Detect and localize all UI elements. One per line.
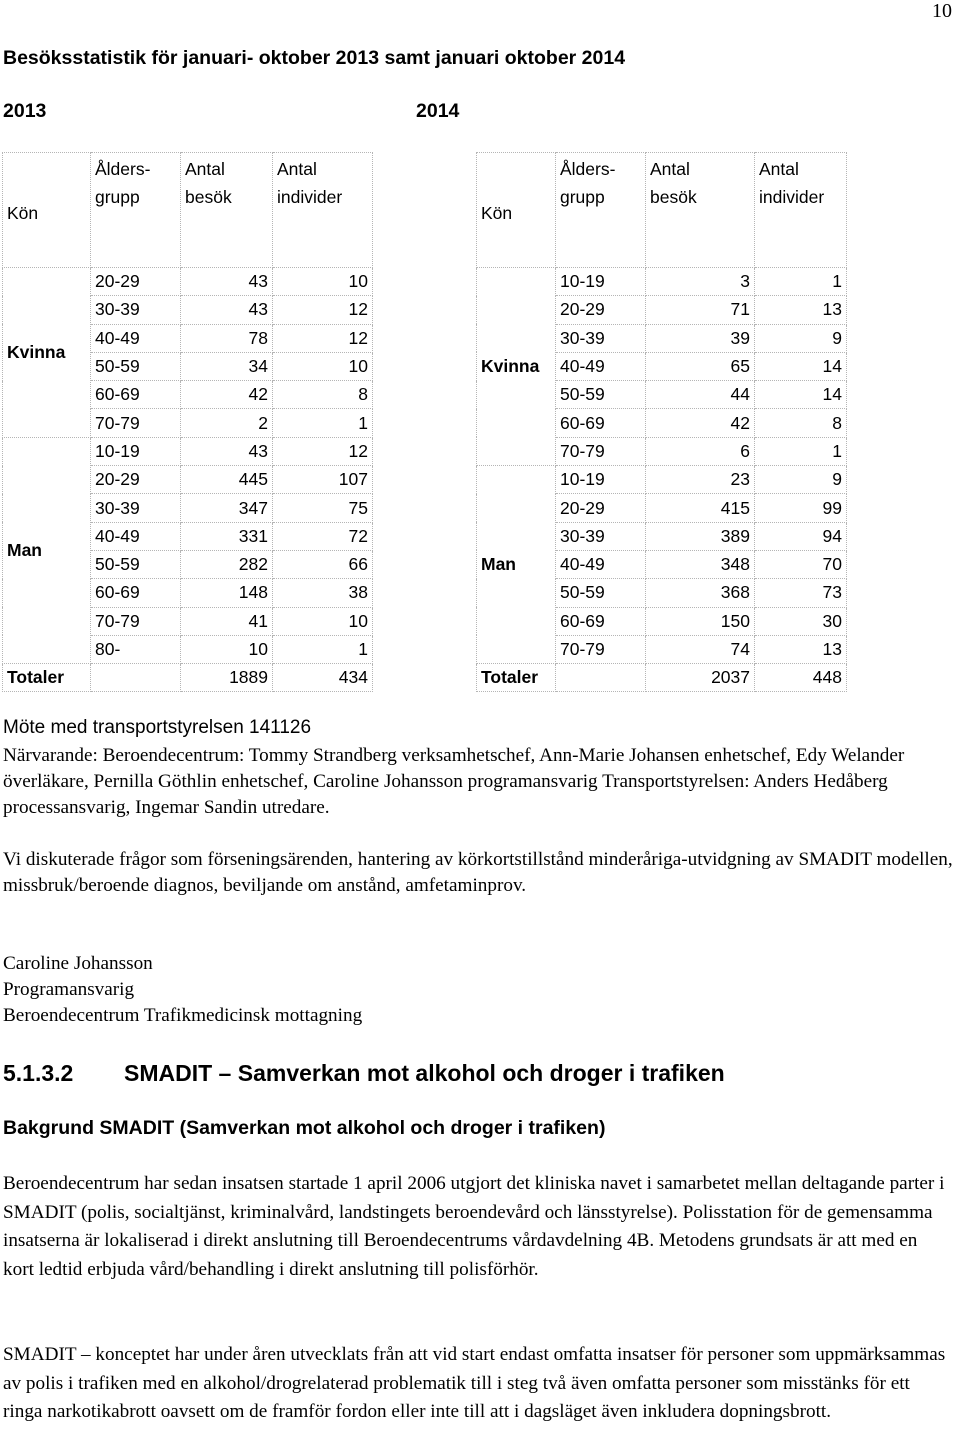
section-paragraph-1: Beroendecentrum har sedan insatsen startade 1 april 2006 utgjort det kliniska navet i samarbetet mellan deltagande parter i SMADIT (polis, socialtjänst, kriminalvård, landstingets beroendevård och länsstyrelse). Polisstation för de gemensamma insatserna är lokaliserad i direkt anslutning till Beroendecentrums vårdavdelning 4B. Metodens grundsats är att med en kort ledtid erbjuda vård/behandling i direkt anslutning till polisförhör.: [3, 1173, 945, 1281]
individuals-cell: 66: [273, 550, 373, 578]
header-visits: [181, 153, 273, 268]
individuals-cell: 9: [755, 324, 847, 352]
visits-cell: 74: [646, 635, 755, 663]
individuals-cell: 1: [273, 409, 373, 437]
header-individuals: [755, 153, 847, 268]
age-group-cell: 50-59: [91, 352, 181, 380]
total-empty: [556, 664, 646, 692]
individuals-cell: 70: [755, 550, 847, 578]
visits-cell: 331: [181, 522, 273, 550]
visits-cell: 41: [181, 607, 273, 635]
individuals-cell: 10: [273, 352, 373, 380]
header-row: [3, 153, 373, 268]
individuals-cell: 12: [273, 296, 373, 324]
visits-cell: 282: [181, 550, 273, 578]
individuals-cell: 107: [273, 466, 373, 494]
page-number: 10: [932, 0, 952, 22]
age-group-cell: 20-29: [91, 268, 181, 296]
total-visits: 1889: [181, 664, 273, 692]
group-man: Man: [477, 466, 556, 664]
age-group-cell: 20-29: [556, 296, 646, 324]
header-age-group-line2: grupp: [95, 187, 140, 207]
visits-cell: 148: [181, 579, 273, 607]
total-row: [477, 664, 847, 692]
total-individuals: 448: [755, 664, 847, 692]
table-row: [477, 466, 847, 494]
individuals-cell: 30: [755, 607, 847, 635]
meeting-heading: Möte med transportstyrelsen 141126: [3, 717, 312, 738]
individuals-cell: 13: [755, 296, 847, 324]
meeting-discussion: Vi diskuterade frågor som förseningsärenden, hantering av körkortstillstånd minderåriga-utvidgning av SMADIT modellen, missbruk/beroende diagnos, beviljande om anstånd, amfetaminprov.: [3, 849, 953, 896]
statistics-table-2013: [2, 152, 373, 692]
total-individuals: 434: [273, 664, 373, 692]
age-group-cell: 20-29: [556, 494, 646, 522]
section-number: 5.1.3.2: [3, 1060, 74, 1086]
age-group-cell: 70-79: [91, 409, 181, 437]
age-group-cell: 60-69: [91, 381, 181, 409]
meeting-participants: Närvarande: Beroendecentrum: Tommy Strandberg verksamhetschef, Ann-Marie Johansen enhetschef, Edy Welander överläkare, Pernilla Göthlin enhetschef, Caroline Johansson programansvarig Transportstyrelsen: Anders Hedåberg processansvarig, Ingemar Sandin utredare.: [3, 745, 905, 818]
table-row: [477, 268, 847, 296]
age-group-cell: 30-39: [556, 324, 646, 352]
age-group-cell: 40-49: [91, 324, 181, 352]
header-individuals-line2: individer: [277, 187, 343, 207]
visits-cell: 23: [646, 466, 755, 494]
visits-cell: 348: [646, 550, 755, 578]
individuals-cell: 99: [755, 494, 847, 522]
individuals-cell: 12: [273, 437, 373, 465]
age-group-cell: 60-69: [91, 579, 181, 607]
individuals-cell: 13: [755, 635, 847, 663]
age-group-cell: 60-69: [556, 607, 646, 635]
group-kvinna: Kvinna: [477, 268, 556, 466]
age-group-cell: 30-39: [91, 494, 181, 522]
age-group-cell: 50-59: [556, 381, 646, 409]
header-visits-line1: Antal: [185, 159, 225, 179]
section-title: SMADIT – Samverkan mot alkohol och droger i trafiken: [124, 1060, 725, 1086]
age-group-cell: 70-79: [556, 635, 646, 663]
age-group-cell: 20-29: [91, 466, 181, 494]
header-individuals-line1: Antal: [759, 159, 799, 179]
section-paragraph-2: SMADIT – konceptet har under åren utvecklats från att vid start endast omfatta insatser för personer som uppmärksammas av polis i trafiken med en alkohol/drogrelaterad problematik till i steg två även omfatta personer som misstänks för ett ringa narkotikabrott oavsett om de framför fordon eller inte till att i dagsläget även inkludera dopningsbrott.: [3, 1344, 946, 1423]
visits-cell: 71: [646, 296, 755, 324]
visits-cell: 389: [646, 522, 755, 550]
visits-cell: 43: [181, 437, 273, 465]
visits-cell: 150: [646, 607, 755, 635]
visits-cell: 34: [181, 352, 273, 380]
age-group-cell: 70-79: [91, 607, 181, 635]
visits-cell: 42: [181, 381, 273, 409]
header-visits-line2: besök: [650, 187, 697, 207]
total-visits: 2037: [646, 664, 755, 692]
visits-cell: 368: [646, 579, 755, 607]
age-group-cell: 60-69: [556, 409, 646, 437]
age-group-cell: 40-49: [556, 352, 646, 380]
total-label: Totaler: [477, 664, 556, 692]
header-individuals: [273, 153, 373, 268]
individuals-cell: 10: [273, 268, 373, 296]
visits-cell: 43: [181, 268, 273, 296]
visits-cell: 347: [181, 494, 273, 522]
year-2014-label: 2014: [416, 100, 460, 122]
header-kon: [477, 153, 556, 268]
header-row: [477, 153, 847, 268]
age-group-cell: 10-19: [556, 268, 646, 296]
visits-cell: 78: [181, 324, 273, 352]
individuals-cell: 1: [755, 437, 847, 465]
individuals-cell: 10: [273, 607, 373, 635]
signature-block: [3, 951, 953, 1029]
header-age-group-line1: Ålders-: [560, 159, 616, 179]
age-group-cell: 30-39: [556, 522, 646, 550]
age-group-cell: 80-: [91, 635, 181, 663]
header-age-group: [556, 153, 646, 268]
individuals-cell: 72: [273, 522, 373, 550]
age-group-cell: 50-59: [91, 550, 181, 578]
signature-organization: Beroendecentrum Trafikmedicinsk mottagning: [3, 1005, 363, 1026]
statistics-table-2014: [476, 152, 847, 692]
signature-role: Programansvarig: [3, 979, 135, 1000]
header-individuals-line2: individer: [759, 187, 825, 207]
visits-cell: 3: [646, 268, 755, 296]
header-age-group-line1: Ålders-: [95, 159, 151, 179]
age-group-cell: 40-49: [91, 522, 181, 550]
individuals-cell: 8: [273, 381, 373, 409]
individuals-cell: 94: [755, 522, 847, 550]
visits-cell: 43: [181, 296, 273, 324]
individuals-cell: 75: [273, 494, 373, 522]
total-label: Totaler: [3, 664, 91, 692]
individuals-cell: 1: [273, 635, 373, 663]
signature-name: Caroline Johansson: [3, 953, 153, 974]
visits-cell: 445: [181, 466, 273, 494]
group-kvinna: Kvinna: [3, 268, 91, 438]
visits-cell: 44: [646, 381, 755, 409]
header-visits: [646, 153, 755, 268]
header-visits-line1: Antal: [650, 159, 690, 179]
header-kon-label: Kön: [7, 203, 39, 223]
table-row: [3, 268, 373, 296]
age-group-cell: 70-79: [556, 437, 646, 465]
statistics-heading: Besöksstatistik för januari- oktober 2013 samt januari oktober 2014: [3, 47, 626, 69]
individuals-cell: 12: [273, 324, 373, 352]
header-age-group: [91, 153, 181, 268]
year-2013-label: 2013: [3, 100, 47, 122]
visits-cell: 6: [646, 437, 755, 465]
group-man: Man: [3, 437, 91, 663]
header-kon: [3, 153, 91, 268]
total-row: [3, 664, 373, 692]
total-empty: [91, 664, 181, 692]
age-group-cell: 10-19: [91, 437, 181, 465]
individuals-cell: 9: [755, 466, 847, 494]
individuals-cell: 73: [755, 579, 847, 607]
table-row: [3, 437, 373, 465]
individuals-cell: 1: [755, 268, 847, 296]
individuals-cell: 14: [755, 352, 847, 380]
visits-cell: 415: [646, 494, 755, 522]
age-group-cell: 40-49: [556, 550, 646, 578]
visits-cell: 2: [181, 409, 273, 437]
header-visits-line2: besök: [185, 187, 232, 207]
age-group-cell: 10-19: [556, 466, 646, 494]
visits-cell: 42: [646, 409, 755, 437]
visits-cell: 10: [181, 635, 273, 663]
individuals-cell: 8: [755, 409, 847, 437]
individuals-cell: 38: [273, 579, 373, 607]
header-kon-label: Kön: [481, 203, 513, 223]
visits-cell: 39: [646, 324, 755, 352]
visits-cell: 65: [646, 352, 755, 380]
section-subtitle: Bakgrund SMADIT (Samverkan mot alkohol och droger i trafiken): [3, 1117, 606, 1139]
header-individuals-line1: Antal: [277, 159, 317, 179]
age-group-cell: 50-59: [556, 579, 646, 607]
header-age-group-line2: grupp: [560, 187, 605, 207]
individuals-cell: 14: [755, 381, 847, 409]
age-group-cell: 30-39: [91, 296, 181, 324]
